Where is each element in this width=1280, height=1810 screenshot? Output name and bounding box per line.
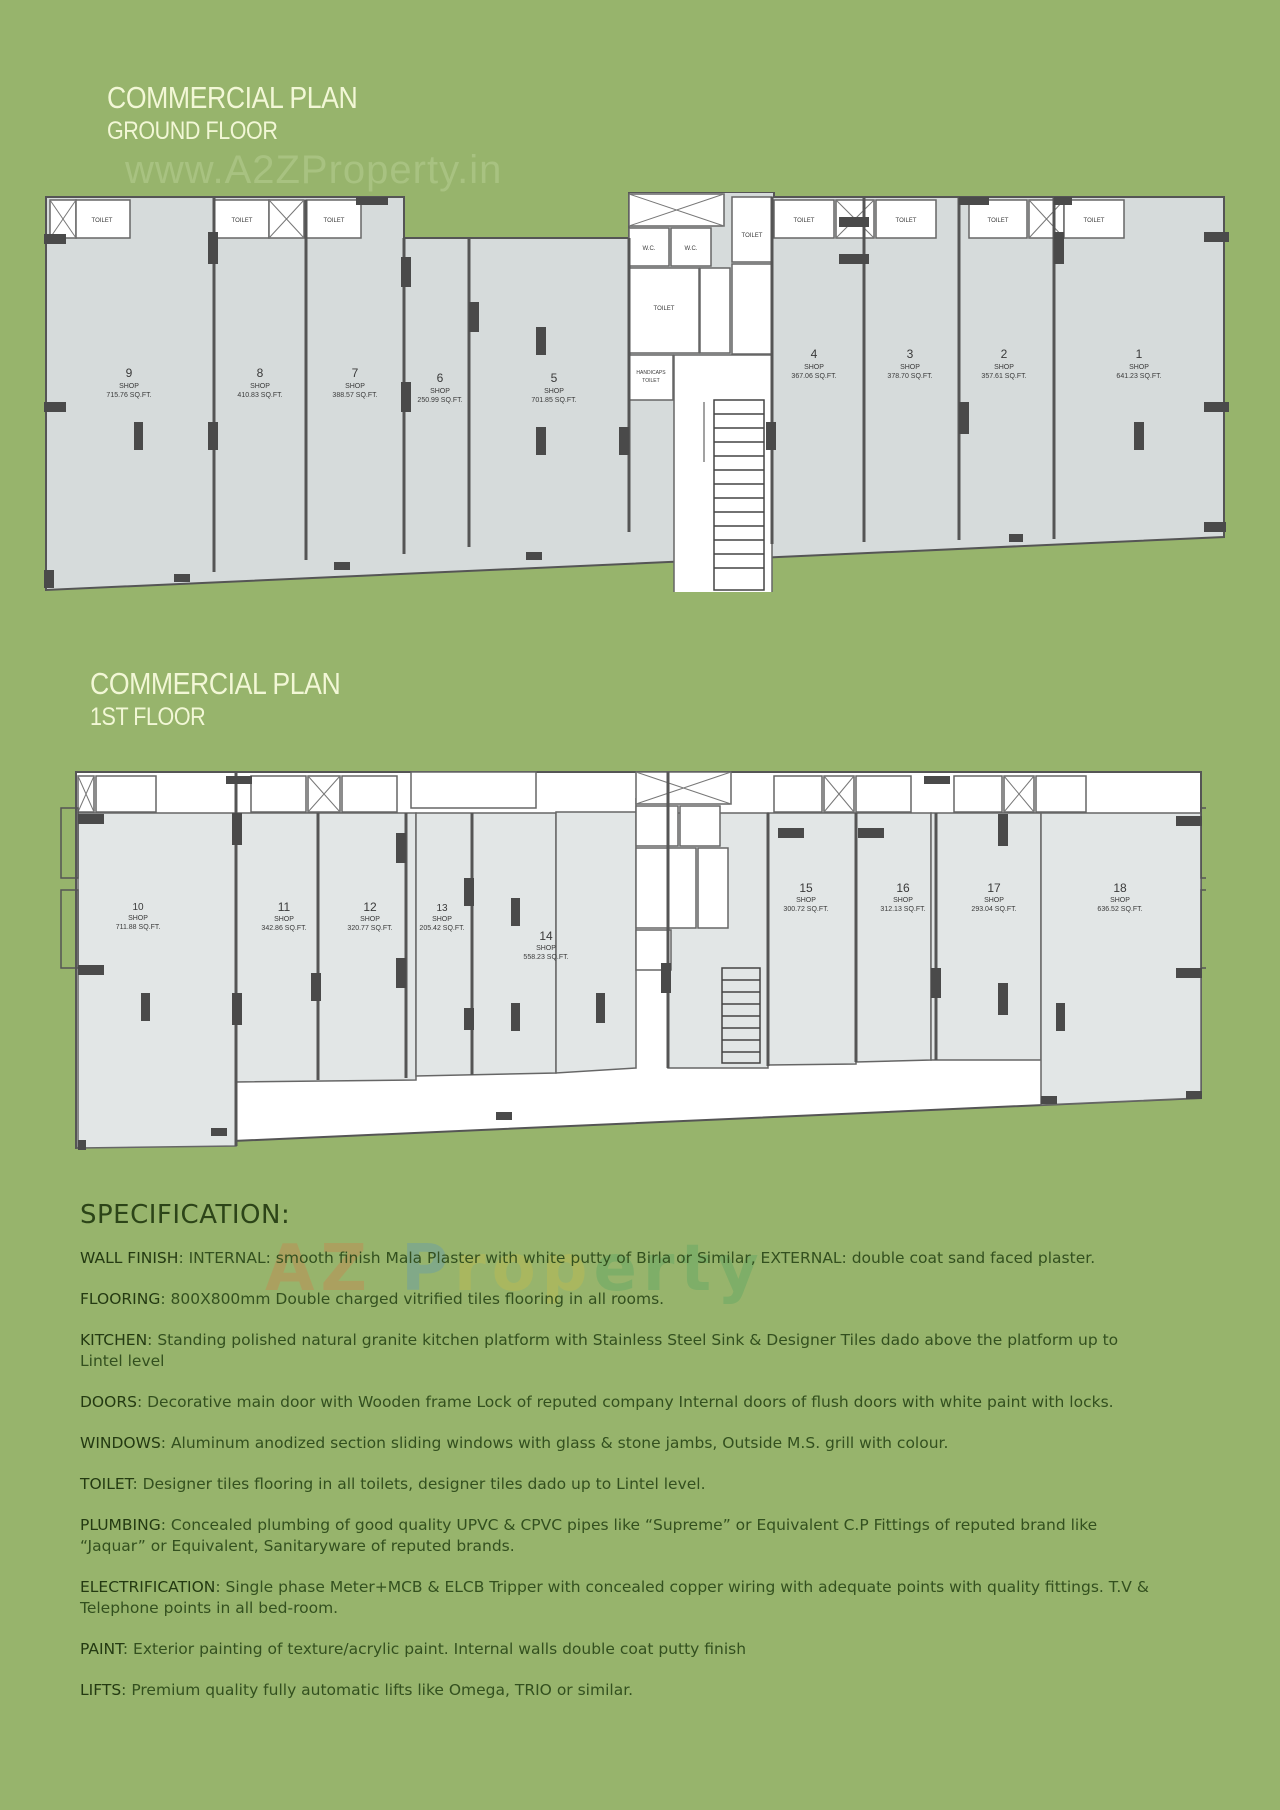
svg-text:8: 8 [256, 366, 264, 380]
specification-section [80, 1200, 1230, 1721]
svg-text:6: 6 [436, 371, 444, 385]
first-floor-subtitle: 1ST FLOOR [90, 703, 206, 731]
svg-text:293.04 SQ.FT.: 293.04 SQ.FT. [971, 906, 1017, 913]
svg-text:4: 4 [810, 347, 818, 361]
svg-text:12: 12 [363, 900, 377, 914]
toilet-label: TOILET [653, 306, 675, 312]
spec-electrification: ELECTRIFICATION: Single phase Meter+MCB & ELCB Tripper with concealed copper wiring with adequate points with quality fittings. T.V & Telephone points in all bed-room. [80, 1578, 1149, 1617]
svg-text:388.57 SQ.FT.: 388.57 SQ.FT. [332, 392, 378, 399]
svg-text:SHOP: SHOP [984, 897, 1004, 904]
svg-text:13: 13 [436, 903, 448, 914]
first-floor-title-main: COMMERCIAL PLAN [90, 666, 341, 701]
svg-text:SHOP: SHOP [432, 916, 452, 923]
spec-kitchen: KITCHEN: Standing polished natural granite kitchen platform with Stainless Steel Sink & Designer Tiles dado above the platform up to Lintel level [80, 1331, 1119, 1370]
spec-doors: DOORS: Decorative main door with Wooden frame Lock of reputed company Internal doors of flush doors with white paint with locks. [80, 1393, 1114, 1411]
svg-text:711.88 SQ.FT.: 711.88 SQ.FT. [115, 924, 161, 931]
ground-floor-plan [44, 192, 1234, 592]
svg-text:16: 16 [896, 881, 910, 895]
wc-label: W.C. [642, 246, 656, 252]
toilet-label: TOILET [231, 218, 253, 224]
svg-text:SHOP: SHOP [900, 364, 920, 371]
svg-text:715.76 SQ.FT.: 715.76 SQ.FT. [106, 392, 152, 399]
svg-text:378.70 SQ.FT.: 378.70 SQ.FT. [887, 373, 933, 380]
svg-text:SHOP: SHOP [804, 364, 824, 371]
svg-text:701.85 SQ.FT.: 701.85 SQ.FT. [531, 397, 577, 404]
svg-text:10: 10 [132, 902, 144, 913]
toilet-label: TOILET [895, 218, 917, 224]
svg-text:641.23 SQ.FT.: 641.23 SQ.FT. [1116, 373, 1162, 380]
handicap-toilet-label: HANDICAPS [636, 370, 666, 376]
toilet-label: TOILET [793, 218, 815, 224]
svg-text:410.83 SQ.FT.: 410.83 SQ.FT. [237, 392, 283, 399]
ground-floor-subtitle: GROUND FLOOR [107, 117, 278, 145]
svg-text:SHOP: SHOP [360, 916, 380, 923]
svg-text:1: 1 [1135, 347, 1143, 361]
first-floor-title [90, 668, 381, 730]
spec-paint: PAINT: Exterior painting of texture/acrylic paint. Internal walls double coat putty finish [80, 1640, 747, 1658]
svg-text:558.23 SQ.FT.: 558.23 SQ.FT. [523, 954, 569, 961]
spec-toilet: TOILET: Designer tiles flooring in all toilets, designer tiles dado up to Lintel level. [80, 1475, 706, 1493]
svg-text:17: 17 [987, 881, 1001, 895]
ground-floor-title [107, 82, 398, 144]
svg-text:300.72 SQ.FT.: 300.72 SQ.FT. [783, 906, 829, 913]
svg-text:SHOP: SHOP [430, 388, 450, 395]
svg-text:3: 3 [906, 347, 914, 361]
svg-text:SHOP: SHOP [536, 945, 556, 952]
svg-text:2: 2 [1000, 347, 1008, 361]
svg-text:SHOP: SHOP [796, 897, 816, 904]
svg-text:SHOP: SHOP [128, 915, 148, 922]
svg-text:SHOP: SHOP [250, 383, 270, 390]
svg-text:636.52 SQ.FT.: 636.52 SQ.FT. [1097, 906, 1143, 913]
toilet-label: TOILET [987, 218, 1009, 224]
toilet-label: TOILET [1083, 218, 1105, 224]
svg-text:5: 5 [550, 371, 558, 385]
spec-lifts: LIFTS: Premium quality fully automatic lifts like Omega, TRIO or similar. [80, 1681, 634, 1699]
svg-text:342.86 SQ.FT.: 342.86 SQ.FT. [261, 925, 307, 932]
spec-wall-finish: WALL FINISH: INTERNAL: smooth finish Mala Plaster with white putty of Birla or Similar, EXTERNAL: double coat sand faced plaster. [80, 1249, 1096, 1267]
svg-text:SHOP: SHOP [345, 383, 365, 390]
svg-text:9: 9 [125, 366, 133, 380]
svg-text:SHOP: SHOP [119, 383, 139, 390]
wc-label: W.C. [684, 246, 698, 252]
svg-text:SHOP: SHOP [1110, 897, 1130, 904]
first-floor-plan [56, 768, 1206, 1153]
toilet-label: TOILET [323, 218, 345, 224]
toilet-label: TOILET [741, 233, 763, 239]
svg-text:11: 11 [277, 900, 291, 914]
toilet-label: TOILET [91, 218, 113, 224]
handicap-toilet-label: TOILET [642, 378, 660, 384]
svg-text:205.42 SQ.FT.: 205.42 SQ.FT. [419, 925, 465, 932]
svg-text:18: 18 [1113, 881, 1127, 895]
spec-flooring: FLOORING: 800X800mm Double charged vitrified tiles flooring in all rooms. [80, 1290, 665, 1308]
specification-heading: SPECIFICATION: [80, 1200, 291, 1230]
watermark-url: www.A2ZProperty.in [125, 148, 503, 192]
svg-text:320.77 SQ.FT.: 320.77 SQ.FT. [347, 925, 393, 932]
ground-floor-title-main: COMMERCIAL PLAN [107, 80, 358, 115]
svg-text:SHOP: SHOP [274, 916, 294, 923]
spec-watermark: AZ Property [265, 1232, 765, 1306]
svg-text:SHOP: SHOP [893, 897, 913, 904]
svg-text:367.06 SQ.FT.: 367.06 SQ.FT. [791, 373, 837, 380]
spec-windows: WINDOWS: Aluminum anodized section sliding windows with glass & stone jambs, Outside M.S. grill with colour. [80, 1434, 949, 1452]
svg-text:SHOP: SHOP [994, 364, 1014, 371]
svg-text:357.61 SQ.FT.: 357.61 SQ.FT. [981, 373, 1027, 380]
svg-text:250.99 SQ.FT.: 250.99 SQ.FT. [417, 397, 463, 404]
svg-text:15: 15 [799, 881, 813, 895]
svg-text:SHOP: SHOP [544, 388, 564, 395]
svg-text:14: 14 [539, 929, 553, 943]
svg-text:SHOP: SHOP [1129, 364, 1149, 371]
svg-text:7: 7 [351, 366, 359, 380]
svg-text:312.13 SQ.FT.: 312.13 SQ.FT. [880, 906, 926, 913]
spec-plumbing: PLUMBING: Concealed plumbing of good quality UPVC & CPVC pipes like “Supreme” or Equivalent C.P Fittings of reputed brand like “Jaquar” or Equivalent, Sanitaryware of reputed brands. [80, 1516, 1098, 1555]
